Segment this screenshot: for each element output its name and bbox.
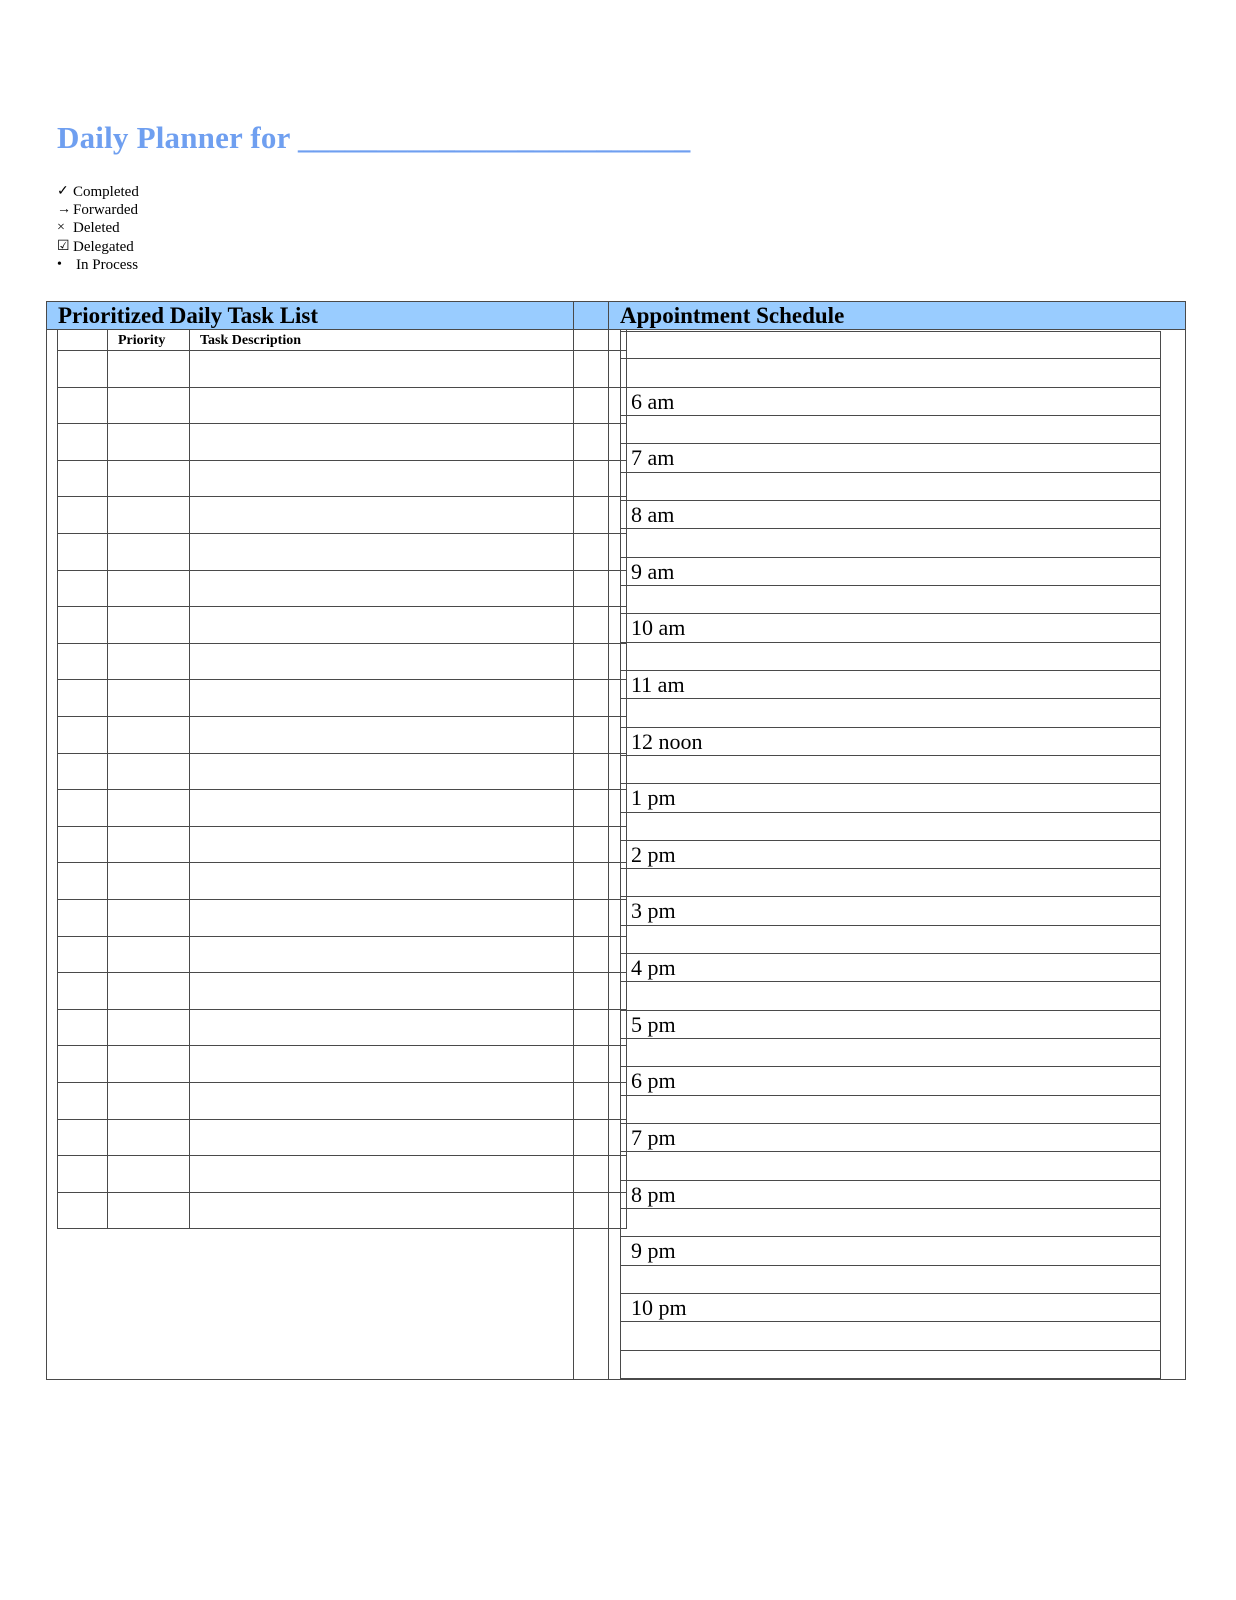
appointment-slot-hour[interactable] <box>620 784 1161 812</box>
appointment-time-label: 5 pm <box>631 1011 676 1037</box>
appointment-slot-hour[interactable] <box>620 671 1161 699</box>
appointment-slot[interactable] <box>620 1209 1161 1237</box>
appointment-slot[interactable] <box>620 1266 1161 1294</box>
legend-label: Forwarded <box>73 202 138 219</box>
appointment-slot-hour[interactable] <box>620 1181 1161 1209</box>
task-row[interactable] <box>57 826 627 863</box>
legend-item <box>57 183 257 201</box>
task-row[interactable] <box>57 862 627 899</box>
legend-item <box>57 256 257 274</box>
appointment-slot-hour[interactable] <box>620 841 1161 869</box>
appointment-slot-hour[interactable] <box>620 1294 1161 1322</box>
legend-label: Deleted <box>73 220 120 237</box>
appointment-time-label: 8 pm <box>631 1181 676 1207</box>
appointment-slot[interactable] <box>620 643 1161 671</box>
task-row[interactable] <box>57 972 627 1009</box>
task-row[interactable] <box>57 936 627 973</box>
legend-label: Completed <box>73 184 139 200</box>
task-row[interactable] <box>57 899 627 936</box>
appointment-time-label: 1 pm <box>631 785 676 811</box>
legend-item <box>57 238 257 256</box>
appointment-slot[interactable] <box>620 1322 1161 1350</box>
legend-label: In Process <box>76 256 139 273</box>
appointment-slot-hour[interactable] <box>620 388 1161 416</box>
appointment-slot-hour[interactable] <box>620 954 1161 982</box>
task-row[interactable] <box>57 789 627 826</box>
appointment-time-label: 10 pm <box>631 1295 687 1321</box>
legend-item <box>57 219 257 237</box>
appointment-time-label: 9 am <box>631 558 675 584</box>
task-row-rule <box>57 1228 627 1229</box>
appointment-time-label: 8 am <box>631 501 675 527</box>
task-row[interactable] <box>57 387 627 424</box>
appointment-heading: Appointment Schedule <box>620 303 845 328</box>
legend-label: Delegated <box>73 238 134 255</box>
appointment-slot[interactable] <box>620 756 1161 784</box>
legend-item <box>57 201 257 219</box>
appointment-slot-hour[interactable] <box>620 1124 1161 1152</box>
bullet-icon: • <box>57 256 62 272</box>
appointment-slot[interactable] <box>620 699 1161 727</box>
appointment-time-label: 10 am <box>631 615 686 641</box>
status-legend <box>57 183 257 274</box>
appointment-slot[interactable] <box>620 331 1161 359</box>
appointment-slot-hour[interactable] <box>620 1237 1161 1265</box>
appointment-slot-hour[interactable] <box>620 501 1161 529</box>
task-list-header-band <box>47 302 573 330</box>
priority-column-header: Priority <box>118 333 166 348</box>
x-icon: × <box>57 220 65 236</box>
appointment-time-label: 6 pm <box>631 1068 676 1094</box>
appointment-time-label: 7 am <box>631 445 675 471</box>
task-row[interactable] <box>57 423 627 460</box>
appointment-time-label: 7 pm <box>631 1125 676 1151</box>
task-row[interactable] <box>57 570 627 607</box>
task-row[interactable] <box>57 1009 627 1046</box>
arrow-right-icon: → <box>57 202 71 218</box>
appointment-slot[interactable] <box>620 1039 1161 1067</box>
task-row[interactable] <box>57 496 627 533</box>
task-row[interactable] <box>57 753 627 790</box>
appointment-slot[interactable] <box>620 1096 1161 1124</box>
appointment-time-label: 6 am <box>631 388 675 414</box>
task-row[interactable] <box>57 716 627 753</box>
appointment-time-label: 11 am <box>631 671 685 697</box>
task-list-heading: Prioritized Daily Task List <box>58 303 319 328</box>
task-row[interactable] <box>57 460 627 497</box>
task-row[interactable] <box>57 1045 627 1082</box>
task-row[interactable] <box>57 679 627 716</box>
appointment-slot-hour[interactable] <box>620 614 1161 642</box>
task-row[interactable] <box>57 1082 627 1119</box>
appointment-time-label: 2 pm <box>631 841 676 867</box>
appointment-slot[interactable] <box>620 813 1161 841</box>
appointment-slot-hour[interactable] <box>620 558 1161 586</box>
task-row[interactable] <box>57 643 627 680</box>
appointment-slot[interactable] <box>620 359 1161 387</box>
appointment-slot-hour[interactable] <box>620 897 1161 925</box>
checkbox-icon: ☑ <box>57 238 70 254</box>
appointment-slot[interactable] <box>620 529 1161 557</box>
appointment-slot[interactable] <box>620 416 1161 444</box>
task-row[interactable] <box>57 533 627 570</box>
appointment-slot[interactable] <box>620 926 1161 954</box>
appointment-slot[interactable] <box>620 869 1161 897</box>
appointment-slot[interactable] <box>620 473 1161 501</box>
appointment-slot[interactable] <box>620 1152 1161 1180</box>
page-title: Daily Planner for _________________________ <box>57 120 691 155</box>
task-row[interactable] <box>57 1119 627 1156</box>
task-row[interactable] <box>57 606 627 643</box>
appointment-time-label: 12 noon <box>631 728 703 754</box>
appointment-slot-hour[interactable] <box>620 1067 1161 1095</box>
appointment-slot[interactable] <box>620 586 1161 614</box>
appointment-slot-hour[interactable] <box>620 728 1161 756</box>
task-row[interactable] <box>57 1192 627 1229</box>
checkmark-icon: ✓ <box>57 184 69 199</box>
appointment-header-band <box>609 302 1185 330</box>
appointment-slot[interactable] <box>620 1351 1161 1379</box>
appointment-time-label: 9 pm <box>631 1238 676 1264</box>
task-row[interactable] <box>57 1155 627 1192</box>
appointment-time-label: 4 pm <box>631 955 676 981</box>
appointment-slot-hour[interactable] <box>620 444 1161 472</box>
appointment-slot[interactable] <box>620 982 1161 1010</box>
spacer-header-band <box>573 302 609 330</box>
description-column-header: Task Description <box>200 333 302 348</box>
task-row[interactable] <box>57 350 627 387</box>
appointment-time-label: 3 pm <box>631 898 676 924</box>
appointment-slot-hour[interactable] <box>620 1011 1161 1039</box>
